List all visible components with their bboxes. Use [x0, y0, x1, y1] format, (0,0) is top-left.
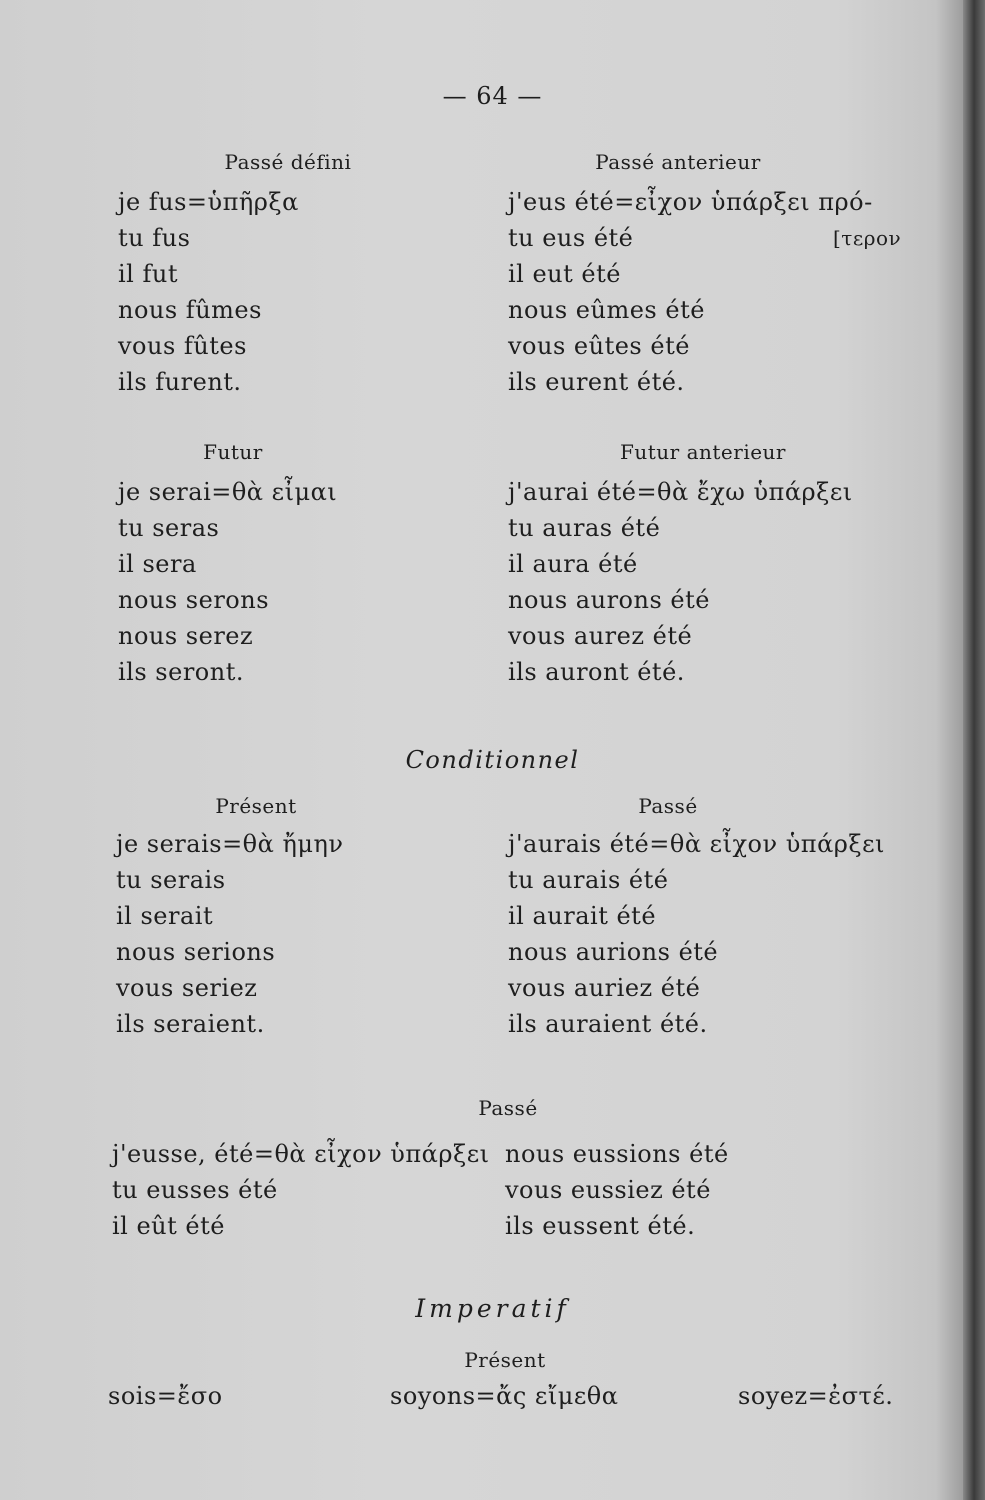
futur-anterieur-heading: Futur anterieur [619, 440, 786, 464]
conjugation-line: ils seront. [118, 658, 244, 686]
conjugation-line: tu auras été [508, 514, 661, 542]
conjugation-line: tu seras [118, 514, 220, 542]
conditionnel-passe-heading: Passé [638, 794, 698, 818]
conjugation-line: j'eusse, été=θὰ εἶχον ὑπάρξει [112, 1140, 490, 1168]
conjugation-line: je serai=θὰ εἶμαι [118, 478, 338, 506]
conjugation-line: nous eûmes été [508, 296, 705, 324]
conjugation-line: il aura été [508, 550, 638, 578]
passe-defini-heading: Passé défini [224, 150, 352, 174]
conjugation-line: il eut été [508, 260, 621, 288]
futur-heading: Futur [203, 440, 263, 464]
passe-anterieur-heading: Passé anterieur [595, 150, 761, 174]
conditionnel-passe-block [508, 794, 928, 1042]
conjugation-line: j'aurai été=θὰ ἔχω ὑπάρξει [508, 478, 853, 506]
conjugation-line: tu aurais été [508, 866, 669, 894]
conjugation-line: nous fûmes [118, 296, 262, 324]
conjugation-line: nous serez [118, 622, 254, 650]
conditionnel-passe2-left [112, 1136, 502, 1244]
conjugation-line: nous serons [118, 586, 270, 614]
conjugation-line: tu eusses été [112, 1176, 278, 1204]
conjugation-line: j'aurais été=θὰ εἶχον ὑπάρξει [508, 830, 885, 858]
conjugation-line: j'eus été=εἶχον ὑπάρξει πρό- [508, 188, 873, 216]
passe-defini-lines [118, 184, 418, 400]
conjugation-line: ils eussent été. [505, 1212, 696, 1240]
conjugation-line: ils auraient été. [508, 1010, 708, 1038]
conjugation-line: je fus=ὑπῆρξα [118, 188, 299, 216]
conjugation-line: il sera [118, 550, 197, 578]
conjugation-line: il eût été [112, 1212, 225, 1240]
conjugation-line: vous seriez [116, 974, 258, 1002]
passe-anterieur-block [508, 150, 928, 400]
imperatif-form: sois=ἔσο [108, 1382, 223, 1410]
futur-anterieur-lines [508, 474, 928, 690]
conjugation-line: vous auriez été [508, 974, 701, 1002]
conjugation-line: ils seraient. [116, 1010, 265, 1038]
passe-defini-block [118, 150, 418, 400]
conjugation-line: nous aurions été [508, 938, 719, 966]
conditionnel-passe2-right [505, 1136, 905, 1244]
imperatif-title: Imperatif [415, 1294, 570, 1323]
imperatif-present-heading: Présent [464, 1348, 546, 1372]
conjugation-line: tu serais [116, 866, 226, 894]
conjugation-line: vous eûtes été [508, 332, 690, 360]
conditionnel-title: Conditionnel [405, 746, 580, 774]
page-number: — 64 — [442, 82, 543, 110]
conjugation-line: nous aurons été [508, 586, 710, 614]
conjugation-line: je serais=θὰ ἤμην [116, 830, 344, 858]
conjugation-line: ils auront été. [508, 658, 685, 686]
conjugation-line: il serait [116, 902, 214, 930]
conjugation-line: vous aurez été [508, 622, 693, 650]
conjugation-line: vous fûtes [118, 332, 247, 360]
conjugation-line: tu eus été [508, 224, 634, 252]
futur-block [118, 440, 418, 690]
conjugation-line: il fut [118, 260, 178, 288]
conjugation-line: il aurait été [508, 902, 657, 930]
conditionnel-present-block [116, 794, 416, 1042]
conditionnel-passe2-heading: Passé [478, 1096, 538, 1120]
hyphen-continuation: [τερον [833, 226, 902, 250]
conjugation-line: ils eurent été. [508, 368, 685, 396]
futur-lines [118, 474, 418, 690]
passe-anterieur-lines [508, 184, 928, 400]
conjugation-line: tu fus [118, 224, 191, 252]
futur-anterieur-block [508, 440, 928, 690]
conditionnel-present-lines [116, 826, 416, 1042]
conjugation-line: nous eussions été [505, 1140, 729, 1168]
conjugation-line: ils furent. [118, 368, 242, 396]
conditionnel-passe-lines [508, 826, 928, 1042]
imperatif-form: soyez=ἐστέ. [738, 1382, 894, 1410]
conjugation-line: vous eussiez été [505, 1176, 711, 1204]
conditionnel-present-heading: Présent [215, 794, 297, 818]
conjugation-line: nous serions [116, 938, 276, 966]
imperatif-form: soyons=ἄς εἴμεθα [390, 1382, 619, 1410]
